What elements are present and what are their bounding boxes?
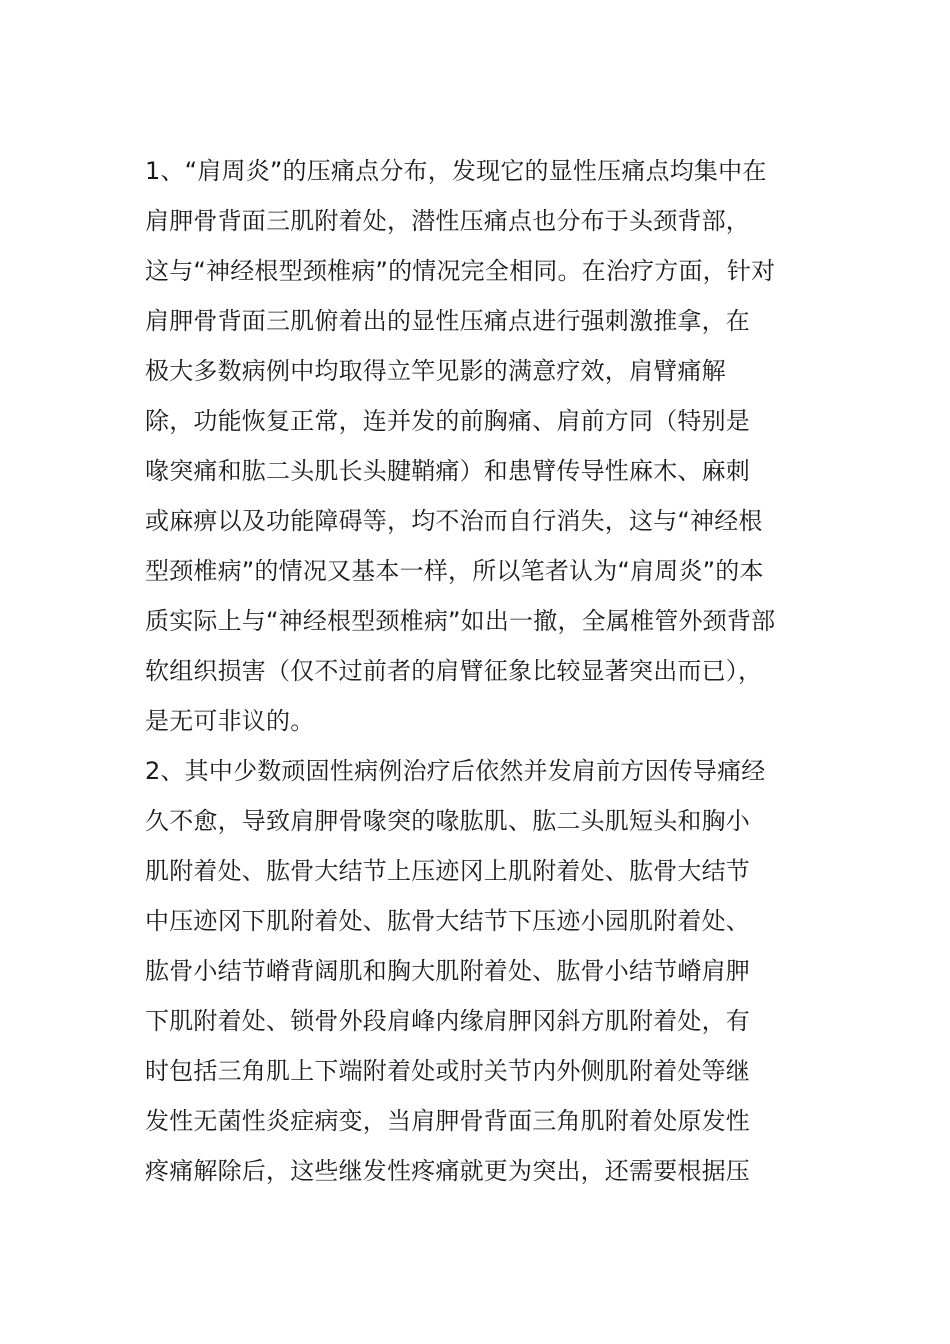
text-line: 是无可非议的。 bbox=[145, 707, 315, 735]
text-line: 喙突痛和肱二头肌长头腱鞘痛）和患臂传导性麻木、麻刺 bbox=[145, 457, 750, 485]
body-text bbox=[145, 146, 825, 1196]
text-line: 肩胛骨背面三肌俯着出的显性压痛点进行强刺激推拿，在 bbox=[145, 307, 750, 335]
text-line: 时包括三角肌上下端附着处或肘关节内外侧肌附着处等继 bbox=[145, 1057, 750, 1085]
text-line: 除，功能恢复正常，连并发的前胸痛、肩前方同（特别是 bbox=[145, 407, 750, 435]
text-line: 这与“神经根型颈椎病”的情况完全相同。在治疗方面，针对 bbox=[145, 257, 776, 285]
text-line: 肌附着处、肱骨大结节上压迹冈上肌附着处、肱骨大结节 bbox=[145, 857, 750, 885]
text-line: 疼痛解除后，这些继发性疼痛就更为突出，还需要根据压 bbox=[145, 1157, 750, 1185]
text-line: 质实际上与“神经根型颈椎病”如出一撤，全属椎管外颈背部 bbox=[145, 607, 776, 635]
text-line: 软组织损害（仅不过前者的肩臂征象比较显著突出而已）， bbox=[145, 657, 763, 685]
text-line: 2、其中少数顽固性病例治疗后依然并发肩前方因传导痛经 bbox=[145, 757, 766, 785]
text-line: 肩胛骨背面三肌附着处，潜性压痛点也分布于头颈背部， bbox=[145, 207, 750, 235]
text-line: 发性无菌性炎症病变，当肩胛骨背面三角肌附着处原发性 bbox=[145, 1107, 750, 1135]
text-line: 型颈椎病”的情况又基本一样，所以笔者认为“肩周炎”的本 bbox=[145, 557, 764, 585]
text-line: 极大多数病例中均取得立竿见影的满意疗效，肩臂痛解 bbox=[145, 357, 726, 385]
text-line: 久不愈，导致肩胛骨喙突的喙肱肌、肱二头肌短头和胸小 bbox=[145, 807, 750, 835]
text-line: 或麻痹以及功能障碍等，均不治而自行消失，这与“神经根 bbox=[145, 507, 763, 535]
text-line: 下肌附着处、锁骨外段肩峰内缘肩胛冈斜方肌附着处，有 bbox=[145, 1007, 750, 1035]
text-line: 肱骨小结节嵴背阔肌和胸大肌附着处、肱骨小结节嵴肩胛 bbox=[145, 957, 750, 985]
text-line: 1、“肩周炎”的压痛点分布，发现它的显性压痛点均集中在 bbox=[145, 157, 767, 185]
text-line: 中压迹冈下肌附着处、肱骨大结节下压迹小园肌附着处、 bbox=[145, 907, 750, 935]
